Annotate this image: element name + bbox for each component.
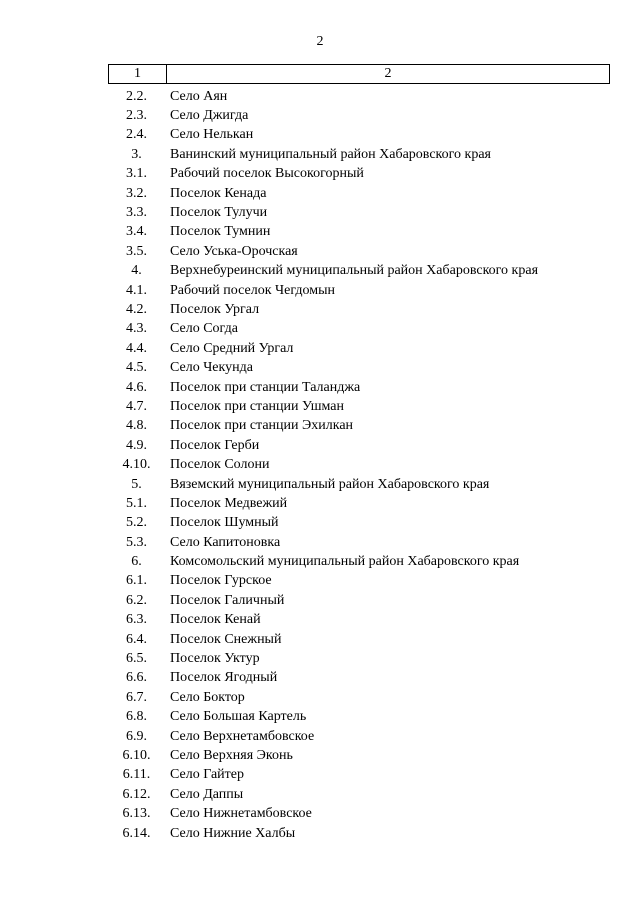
row-name: Село Нелькан	[170, 127, 254, 143]
table-row	[108, 591, 610, 610]
table-row	[108, 766, 610, 785]
table-row	[108, 804, 610, 823]
row-number: 6.3.	[126, 612, 147, 628]
table-row	[108, 552, 610, 571]
table-row	[108, 785, 610, 804]
row-name: Рабочий поселок Чегдомын	[170, 282, 335, 298]
row-number: 6.2.	[126, 592, 147, 608]
page-number: 2	[316, 34, 324, 49]
table-row	[108, 533, 610, 552]
table-header-col-2: 2	[384, 66, 392, 81]
table-row	[108, 339, 610, 358]
row-name: Село Верхнетамбовское	[170, 728, 315, 744]
row-number: 3.4.	[126, 224, 147, 240]
row-name: Поселок Медвежий	[170, 495, 288, 511]
row-name: Село Большая Картель	[170, 709, 307, 725]
row-number: 4.10.	[122, 457, 151, 473]
table-row	[108, 611, 610, 630]
row-name: Поселок Уктур	[170, 651, 260, 667]
table-row	[108, 320, 610, 339]
row-number: 6.11.	[122, 767, 151, 783]
row-name: Комсомольский муниципальный район Хабаровского края	[170, 554, 520, 570]
row-number: 5.1.	[126, 495, 147, 511]
row-number: 6.1.	[126, 573, 147, 589]
row-name: Поселок Ягодный	[170, 670, 278, 686]
table-row	[108, 669, 610, 688]
table-row	[108, 262, 610, 281]
row-number: 3.2.	[126, 185, 147, 201]
row-name: Село Джигда	[170, 108, 249, 124]
row-name: Поселок при станции Ушман	[170, 398, 344, 414]
row-name: Село Нижнетамбовское	[170, 806, 312, 822]
row-number: 6.	[131, 554, 142, 570]
row-name: Село Нижние Халбы	[170, 825, 296, 841]
row-name: Поселок Солони	[170, 457, 270, 473]
row-name: Вяземский муниципальный район Хабаровского края	[170, 476, 490, 492]
row-name: Село Капитоновка	[170, 534, 281, 550]
row-name: Поселок Галичный	[170, 592, 285, 608]
table-row	[108, 300, 610, 319]
row-name: Село Уська-Орочская	[170, 243, 298, 259]
row-name: Поселок Шумный	[170, 515, 279, 531]
table-row	[108, 223, 610, 242]
row-name: Село Аян	[170, 88, 228, 104]
row-name: Верхнебуреинский муниципальный район Хабаровского края	[170, 263, 539, 279]
table-row	[108, 203, 610, 222]
row-number: 2.3.	[126, 108, 147, 124]
row-name: Поселок при станции Таланджа	[170, 379, 361, 395]
row-number: 4.8.	[126, 418, 147, 434]
table-row	[108, 514, 610, 533]
row-number: 4.4.	[126, 340, 147, 356]
row-number: 6.6.	[126, 670, 147, 686]
table-header-col-1: 1	[109, 65, 167, 83]
row-number: 3.3.	[126, 205, 147, 221]
table-row	[108, 281, 610, 300]
table-row	[108, 708, 610, 727]
row-number: 6.10.	[122, 747, 151, 763]
row-number: 6.8.	[126, 709, 147, 725]
row-number: 5.3.	[126, 534, 147, 550]
row-number: 4.	[131, 263, 142, 279]
row-name: Поселок Снежный	[170, 631, 282, 647]
row-name: Поселок Ургал	[170, 301, 260, 317]
table-row	[108, 630, 610, 649]
row-number: 3.1.	[126, 166, 147, 182]
row-number: 3.5.	[126, 243, 147, 259]
row-name: Село Средний Ургал	[170, 340, 294, 356]
row-number: 6.5.	[126, 651, 147, 667]
row-name: Поселок Кенай	[170, 612, 261, 628]
table-row	[108, 824, 610, 843]
table-row	[108, 165, 610, 184]
row-name: Поселок Кенада	[170, 185, 267, 201]
row-name: Поселок Герби	[170, 437, 260, 453]
table-row	[108, 727, 610, 746]
row-name: Село Боктор	[170, 689, 245, 705]
row-number: 2.2.	[126, 88, 147, 104]
table-row	[108, 436, 610, 455]
row-number: 2.4.	[126, 127, 147, 143]
row-number: 4.5.	[126, 360, 147, 376]
row-number: 4.2.	[126, 301, 147, 317]
row-name: Поселок Гурское	[170, 573, 272, 589]
table-row	[108, 649, 610, 668]
table-row	[108, 455, 610, 474]
table-row	[108, 358, 610, 377]
row-number: 6.9.	[126, 728, 147, 744]
row-number: 3.	[131, 146, 142, 162]
row-name: Поселок Тулучи	[170, 205, 268, 221]
settlement-list	[108, 87, 610, 843]
row-number: 4.9.	[126, 437, 147, 453]
row-name: Село Согда	[170, 321, 238, 337]
row-number: 6.14.	[122, 825, 151, 841]
row-number: 4.1.	[126, 282, 147, 298]
table-row	[108, 87, 610, 106]
row-number: 4.7.	[126, 398, 147, 414]
table-row	[108, 746, 610, 765]
table-row	[108, 397, 610, 416]
table-row	[108, 184, 610, 203]
table-row	[108, 494, 610, 513]
table-row	[108, 475, 610, 494]
row-name: Рабочий поселок Высокогорный	[170, 166, 364, 182]
row-number: 6.12.	[122, 786, 151, 802]
table-row	[108, 378, 610, 397]
row-number: 4.6.	[126, 379, 147, 395]
row-number: 6.13.	[122, 806, 151, 822]
table-row	[108, 106, 610, 125]
table-row	[108, 126, 610, 145]
row-number: 5.2.	[126, 515, 147, 531]
row-number: 6.4.	[126, 631, 147, 647]
row-name: Село Верхняя Эконь	[170, 747, 293, 763]
table-header	[108, 64, 610, 84]
row-name: Село Гайтер	[170, 767, 244, 783]
row-number: 4.3.	[126, 321, 147, 337]
table-row	[108, 417, 610, 436]
row-number: 5.	[131, 476, 142, 492]
table-row	[108, 145, 610, 164]
row-name: Село Даппы	[170, 786, 244, 802]
row-name: Ванинский муниципальный район Хабаровского края	[170, 146, 491, 162]
row-name: Поселок Тумнин	[170, 224, 271, 240]
row-name: Поселок при станции Эхилкан	[170, 418, 354, 434]
table-row	[108, 572, 610, 591]
row-number: 6.7.	[126, 689, 147, 705]
table-row	[108, 688, 610, 707]
table-row	[108, 242, 610, 261]
row-name: Село Чекунда	[170, 360, 253, 376]
